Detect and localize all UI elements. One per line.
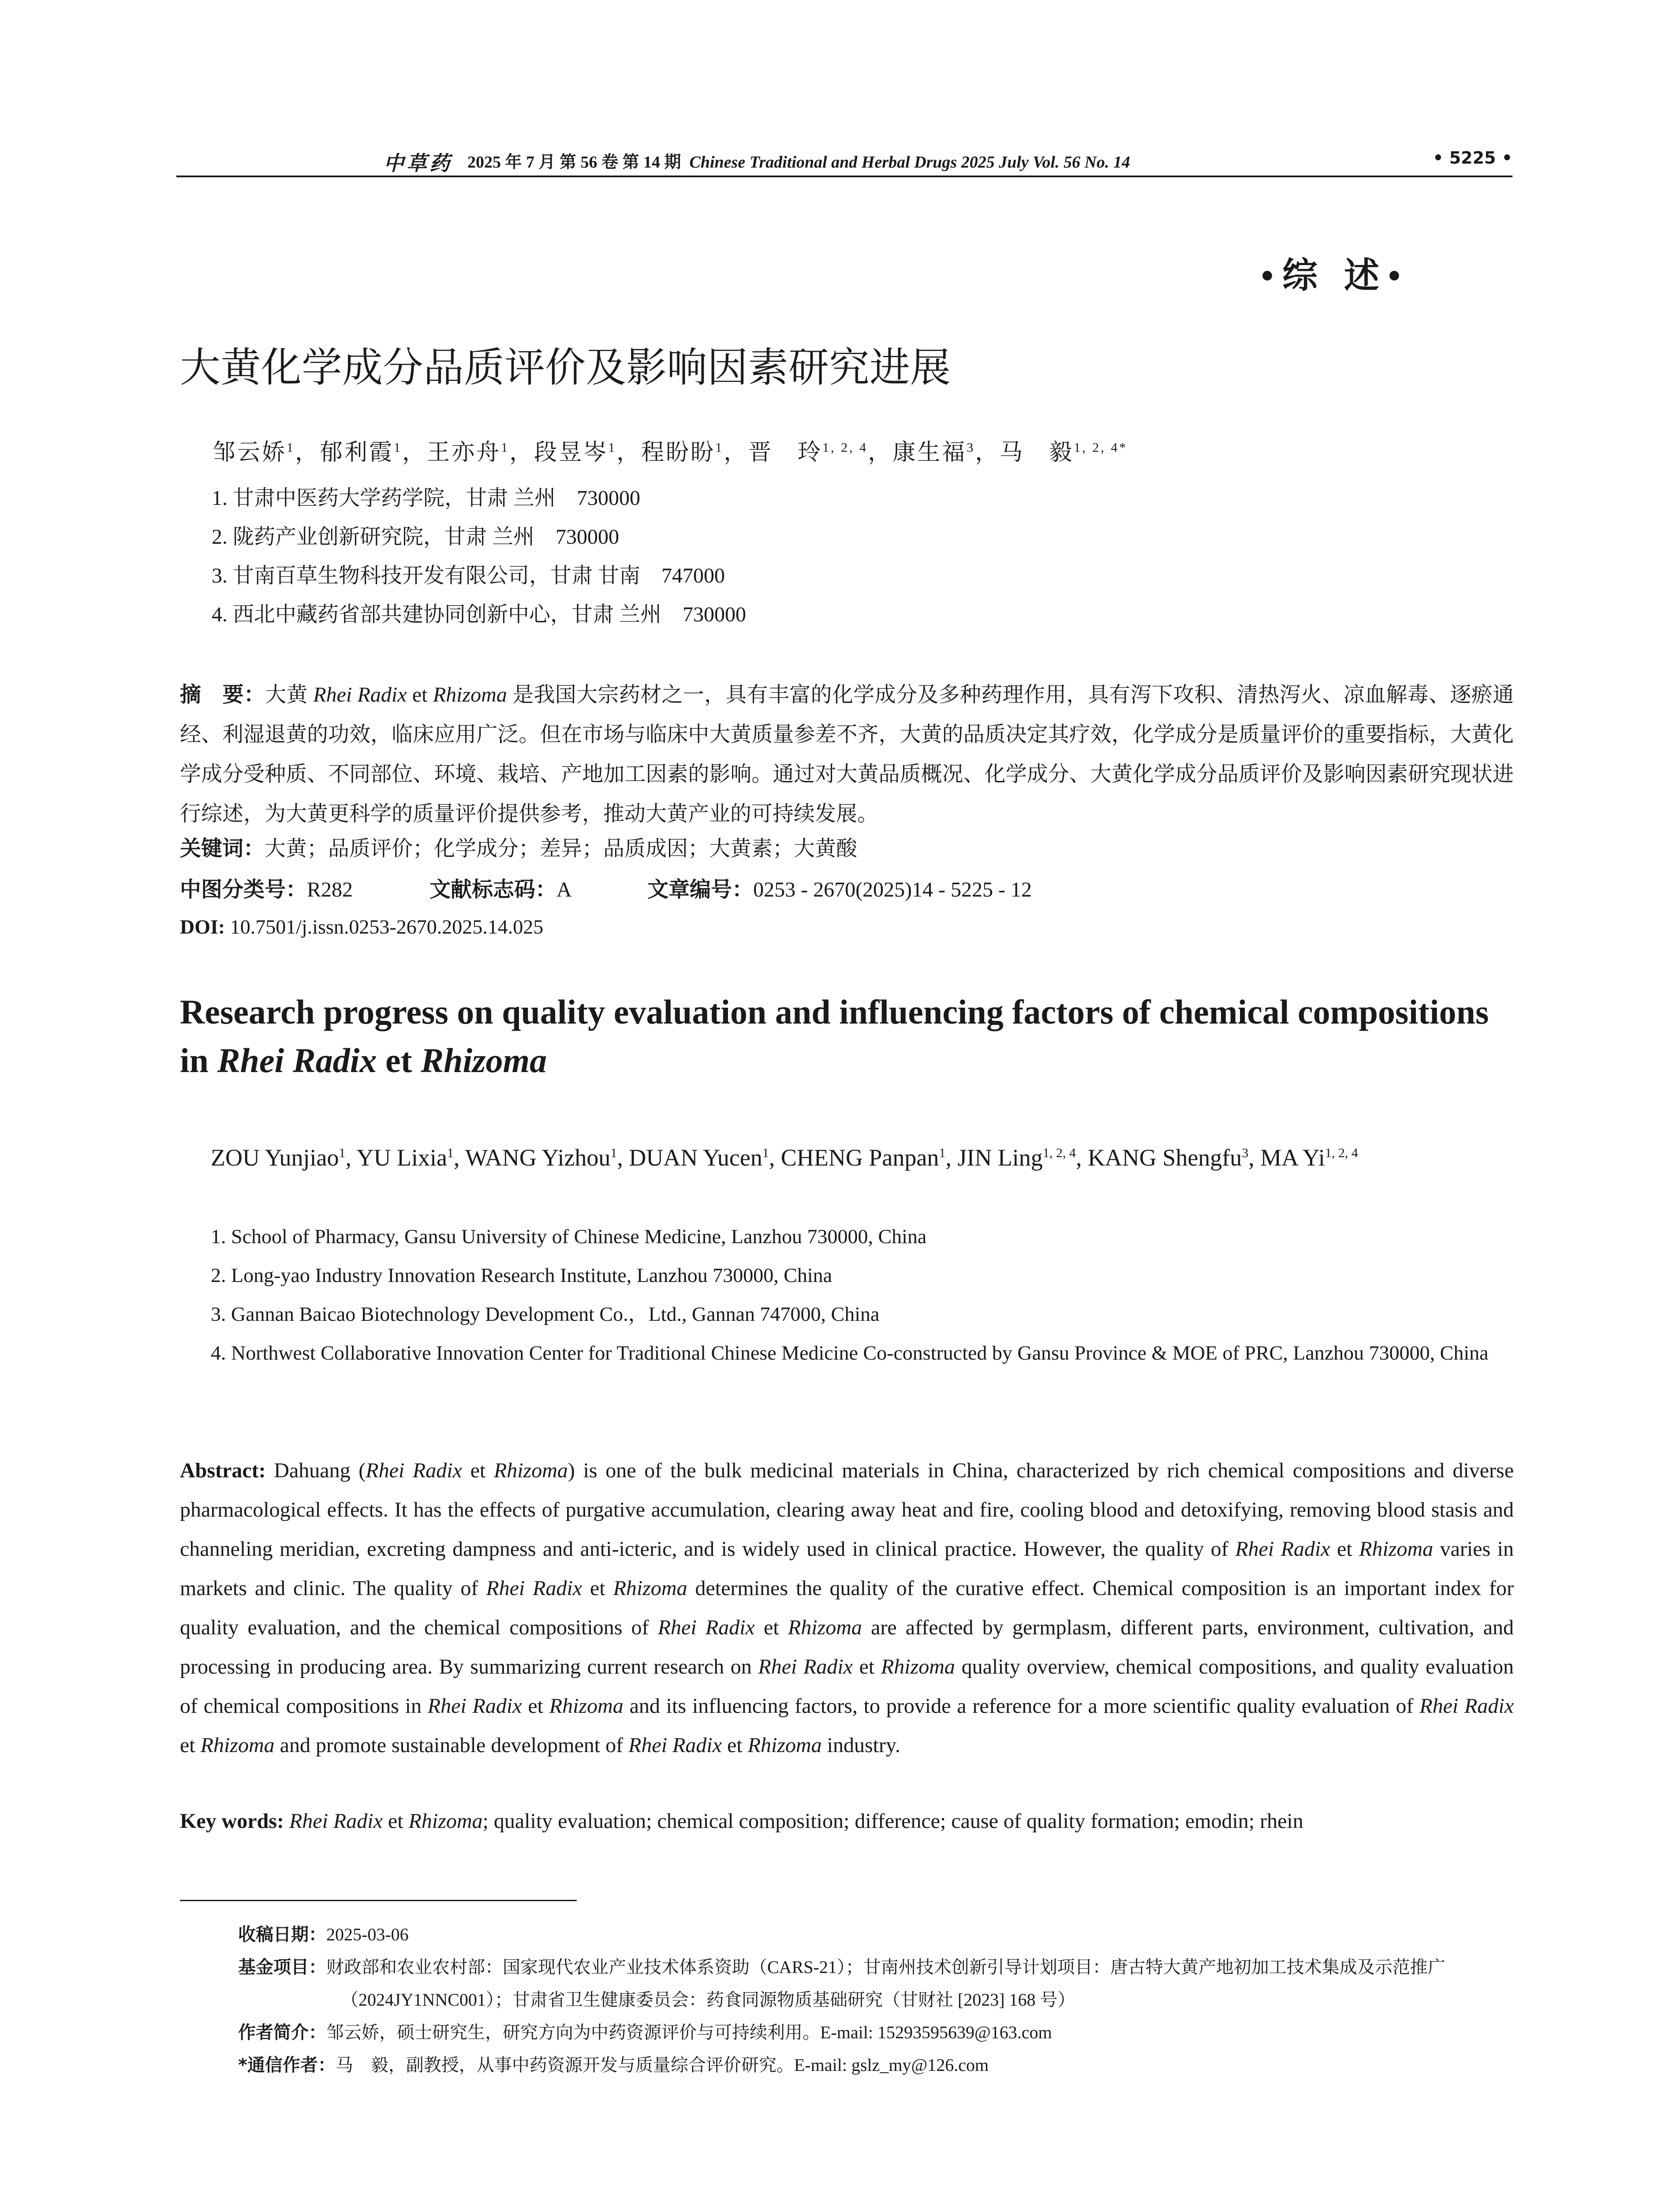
author-separator: , — [345, 1144, 357, 1171]
doc-code-label: 文献标志码： — [429, 877, 557, 902]
latin-name: Rhizoma — [200, 1734, 275, 1757]
author-affiliation-mark: 1 — [339, 1146, 346, 1160]
doi-label: DOI: — [180, 916, 225, 938]
issue-date: 2025 年 7 月 第 56 卷 第 14 期 — [467, 153, 681, 172]
text-run: et — [382, 1809, 409, 1833]
abstract-cn — [180, 675, 1514, 834]
article-number-label: 文章编号： — [647, 877, 754, 902]
keywords-cn-text: 大黄；品质评价；化学成分；差异；品质成因；大黄素；大黄酸 — [265, 837, 858, 860]
text-run: et — [522, 1694, 549, 1718]
classification-line — [180, 872, 1032, 903]
author: 邹云娇 — [213, 440, 287, 465]
footnote-funding — [238, 1951, 1615, 2016]
footnote-label: *通信作者： — [238, 2055, 336, 2075]
author-separator: ， — [975, 440, 1000, 465]
latin-name: Rhizoma — [881, 1655, 955, 1678]
latin-name: Rhei Radix — [1235, 1537, 1330, 1561]
latin-name: Rhizoma — [747, 1734, 822, 1757]
latin-name: Rhei Radix — [657, 1616, 755, 1639]
author-affiliation-mark: 1 — [762, 1146, 769, 1160]
author: 程盼盼 — [641, 440, 716, 465]
latin-name: Rhei Radix — [758, 1655, 853, 1678]
author: 郁利霞 — [320, 440, 394, 465]
abstract-en — [180, 1451, 1514, 1765]
abstract-cn-text: et — [407, 683, 433, 706]
abstract-cn-text: 是我国大宗药材之一，具有丰富的化学成分及多种药理作用，具有泻下攻积、清热泻火、凉血解毒、逐瘀通经、利湿退黄的功效，临床应用广泛。但在市场与临床中大黄质量参差不齐，大黄的品质决定其疗效，化学成分是质量评价的重要指标，大黄化学成分受种质、不同部位、环境、栽培、产地加工因素的影响。通过对大黄品质概况、化学成分、大黄化学成分品质评价及影响因素研究现状进行综述，为大黄更科学的质量评价提供参考，推动大黄产业的可持续发展。 — [180, 683, 1514, 826]
article-number-value: 0253 - 2670(2025)14 - 5225 - 12 — [753, 878, 1032, 901]
text-run: et — [582, 1577, 613, 1600]
author-affiliation-mark: 1 — [287, 440, 295, 455]
author-affiliation-mark: 1, 2, 4 — [1325, 1146, 1358, 1160]
text-run: et — [462, 1459, 494, 1482]
author: JIN Ling — [957, 1144, 1043, 1171]
affiliation-en-1: 1. School of Pharmacy, Gansu University of Chinese Medicine, Lanzhou 730000, China — [211, 1225, 927, 1248]
author-separator: , — [453, 1144, 465, 1171]
affiliation-cn-1: 1. 甘肃中医药大学药学院，甘肃 兰州 730000 — [212, 486, 641, 510]
footnote-received — [238, 1918, 1512, 1951]
author-separator: , — [945, 1144, 958, 1171]
latin-name: Rhei Radix — [486, 1577, 582, 1600]
author-affiliation-mark: 1, 2, 4 — [822, 440, 868, 455]
affiliation-cn-2: 2. 陇药产业创新研究院，甘肃 兰州 730000 — [212, 525, 620, 549]
author: 马 毅 — [1000, 440, 1074, 465]
author-affiliation-mark: 1 — [608, 440, 617, 455]
author-separator: , — [1248, 1144, 1261, 1171]
author-separator: ， — [295, 440, 320, 465]
text-run: industry. — [821, 1734, 900, 1757]
abstract-en-label: Abstract: — [180, 1459, 266, 1482]
author: KANG Shengfu — [1087, 1144, 1242, 1171]
footnote-author — [238, 2016, 1512, 2049]
author: CHENG Panpan — [780, 1144, 939, 1171]
footnote-text: 2025-03-06 — [326, 1925, 409, 1944]
author: MA Yi — [1260, 1144, 1325, 1171]
latin-name: Rhizoma — [549, 1694, 623, 1718]
author-separator: ， — [509, 440, 534, 465]
author-separator: ， — [402, 440, 427, 465]
text-run: and promote sustainable development of — [274, 1734, 629, 1757]
affiliation-en-4: 4. Northwest Collaborative Innovation Center for Traditional Chinese Medicine Co-constructed by Gansu Province & MOE of PRC, Lanzhou 730000, China — [211, 1342, 1489, 1364]
latin-name: Rhei Radix — [1419, 1694, 1514, 1718]
footnote-label: 作者简介： — [238, 2022, 326, 2043]
author-separator: ， — [616, 440, 642, 465]
footnote-label: 收稿日期： — [238, 1925, 326, 1945]
abstract-cn-label: 摘 要： — [180, 682, 265, 707]
text-run: varies in markets and clinic. The quality of — [180, 1537, 1514, 1600]
text-run: determines the quality of the curative effect. Chemical composition is an important index for quality evaluation, and the chemical compositions of — [180, 1577, 1514, 1639]
latin-name: Rhei Radix — [427, 1694, 522, 1718]
author-affiliation-mark: 1 — [715, 440, 724, 455]
author-affiliation-mark: 1 — [501, 440, 510, 455]
latin-name: Rhei Radix — [628, 1734, 722, 1757]
text-run: and its influencing factors, to provide a reference for a more scientific quality evaluation of — [623, 1694, 1420, 1718]
latin-name: Rhizoma — [788, 1616, 862, 1639]
latin-name: Rhizoma — [408, 1809, 483, 1833]
author-affiliation-mark: 1, 2, 4 — [1042, 1146, 1076, 1160]
text-run: ; quality evaluation; chemical composition; difference; cause of quality formation; emodin; rhein — [482, 1809, 1303, 1833]
keywords-en — [180, 1801, 1514, 1841]
author-affiliation-mark: 3 — [967, 440, 975, 455]
affiliation-cn-3: 3. 甘南百草生物科技开发有限公司，甘肃 甘南 747000 — [212, 564, 725, 587]
keywords-en-text — [284, 1809, 1303, 1833]
affiliation-en-3: 3. Gannan Baicao Biotechnology Development Co.，Ltd., Gannan 747000, China — [211, 1303, 880, 1325]
author-separator: , — [1075, 1144, 1088, 1171]
author-affiliation-mark: 1 — [447, 1146, 454, 1160]
journal-name-cn: 中草药 — [384, 152, 452, 175]
author: ZOU Yunjiao — [211, 1144, 339, 1171]
doi — [180, 915, 543, 938]
author-affiliation-mark: 1, 2, 4* — [1074, 440, 1128, 455]
text-run: et — [754, 1616, 788, 1639]
author-affiliation-mark: 1 — [394, 440, 403, 455]
title-en — [180, 988, 1514, 1085]
affiliation-en-2: 2. Long-yao Industry Innovation Research Institute, Lanzhou 730000, China — [211, 1264, 833, 1286]
keywords-en-label: Key words: — [180, 1809, 284, 1833]
author: 晋 玲 — [748, 440, 823, 465]
author: WANG Yizhou — [465, 1144, 611, 1171]
text-run: et — [1330, 1537, 1359, 1561]
authors-en — [211, 1133, 1516, 1177]
keywords-cn — [180, 831, 857, 862]
author: 康生福 — [892, 440, 967, 465]
author: DUAN Yucen — [629, 1144, 762, 1171]
page-number: • 5225 • — [1433, 148, 1512, 168]
latin-name: Rhizoma — [1359, 1537, 1434, 1561]
latin-name: Rhei Radix — [289, 1809, 383, 1833]
footnote-text: 财政部和农业农村部：国家现代农业产业技术体系资助（CARS-21）；甘南州技术创新引导计划项目：唐古特大黄产地初加工技术集成及示范推广（2024JY1NNC001）；甘肃省卫生健康委员会：药食同源物质基础研究（甘财社 [2023] 168 号） — [326, 1957, 1445, 2010]
footnote-corresponding — [238, 2049, 1512, 2082]
latin-name: Rhei Radix — [313, 683, 407, 706]
author: 王亦舟 — [427, 440, 501, 465]
footnote-text: 马 毅，副教授，从事中药资源开发与质量综合评价研究。E-mail: gslz_my@126.com — [335, 2055, 989, 2075]
latin-name: Rhizoma — [613, 1577, 687, 1600]
author: 段昱岑 — [534, 440, 609, 465]
doi-value[interactable]: 10.7501/j.issn.0253-2670.2025.14.025 — [225, 916, 544, 938]
journal-name-en: Chinese Traditional and Herbal Drugs 2025 July Vol. 56 No. 14 — [689, 153, 1130, 172]
author-separator: , — [617, 1144, 629, 1171]
author-affiliation-mark: 3 — [1242, 1146, 1249, 1160]
text-run: et — [852, 1655, 881, 1678]
text-run — [284, 1809, 289, 1833]
latin-name: Rhizoma — [493, 1459, 568, 1482]
title-en-text: Research progress on quality evaluation and influencing factors of chemical compositions in — [180, 993, 1489, 1080]
author-affiliation-mark: 1 — [610, 1146, 617, 1160]
abstract-cn-text: 大黄 — [265, 683, 314, 706]
text-run: et — [722, 1734, 748, 1757]
clc-value: R282 — [307, 878, 353, 901]
footnote-rule — [180, 1900, 577, 1901]
abstract-en-text — [180, 1459, 1514, 1757]
author-separator: , — [769, 1144, 781, 1171]
keywords-cn-label: 关键词： — [180, 836, 265, 861]
text-run: quality overview, chemical compositions, and quality evaluation of chemical compositions in — [180, 1655, 1514, 1718]
doc-code-value: A — [556, 878, 571, 901]
latin-name: Rhei Radix — [366, 1459, 462, 1482]
issue-info — [467, 148, 1130, 172]
running-header — [176, 146, 1512, 176]
section-label: • 综 述 • — [1261, 257, 1401, 295]
author-affiliation-mark: 1 — [939, 1146, 946, 1160]
clc-label: 中图分类号： — [180, 877, 307, 902]
author: YU Lixia — [356, 1144, 447, 1171]
latin-name: Rhizoma — [421, 1041, 547, 1080]
text-run: Dahuang ( — [265, 1459, 366, 1482]
footnote-label: 基金项目： — [238, 1957, 326, 1977]
latin-name: Rhizoma — [433, 683, 507, 706]
footnote-text: 邹云娇，硕士研究生，研究方向为中药资源评价与可持续利用。E-mail: 15293595639@163.com — [326, 2022, 1052, 2042]
text-run: et — [180, 1734, 201, 1757]
text-run: are affected by germplasm, different parts, environment, cultivation, and processing in producing area. By summarizing current research on — [180, 1616, 1514, 1678]
title-cn: 大黄化学成分品质评价及影响因素研究进展 — [180, 344, 951, 391]
latin-name: Rhei Radix — [217, 1041, 377, 1080]
affiliation-cn-4: 4. 西北中藏药省部共建协同创新中心，甘肃 兰州 730000 — [212, 603, 747, 626]
author-separator: ， — [868, 440, 893, 465]
text-run: ) is one of the bulk medicinal materials in China, characterized by rich chemical compositions and diverse pharmacological effects. It has the effects of purgative accumulation, clearing away heat and fire, cooling blood and detoxifying, removing blood stasis and channeling meridian, excreting dampness and anti-icteric, and is widely used in clinical practice. However, the quality of — [180, 1459, 1514, 1561]
title-en-text: et — [377, 1041, 421, 1080]
authors-cn — [213, 434, 1127, 467]
author-separator: ， — [724, 440, 749, 465]
header-rule — [176, 176, 1512, 177]
